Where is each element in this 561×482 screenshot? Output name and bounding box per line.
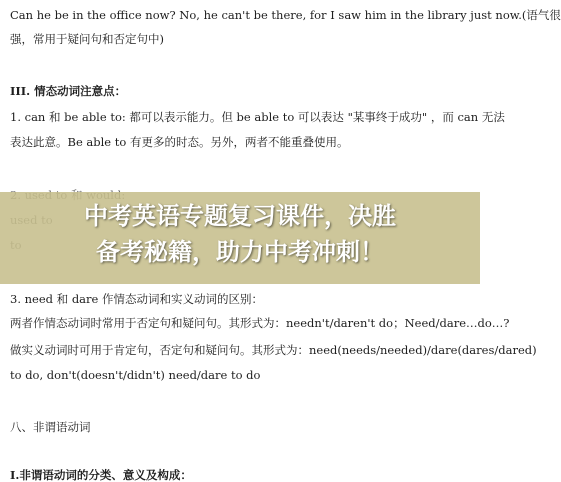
text-line: 1. can 和 be able to: 都可以表示能力。但 be able to 可以表达 "某事终于成功" ，而 can 无法 — [10, 110, 505, 124]
text-line: 强，常用于疑问句和否定句中) — [10, 32, 164, 46]
text-line: 做实义动词时可用于肯定句，否定句和疑问句。其形式为：need(needs/needed)/dare(dares/dared) — [10, 343, 537, 357]
section-heading: 八、非谓语动词 — [10, 420, 91, 434]
banner-line-1: 中考英语专题复习课件，决胜 — [84, 202, 396, 230]
subsection-heading: I.非谓语动词的分类、意义及构成： — [10, 468, 192, 482]
banner-line-2: 备考秘籍，助力中考冲刺！ — [96, 238, 384, 266]
text-line: to do, don't(doesn't/didn't) need/dare to do — [10, 368, 261, 382]
promo-banner — [0, 198, 480, 270]
text-line: 两者作情态动词时常用于否定句和疑问句。其形式为：needn't/daren't do；Need/dare…do…? — [10, 316, 510, 330]
text-line: Can he be in the office now? No, he can't be there, for I saw him in the library just now.(语气很 — [10, 8, 561, 22]
text-line: 表达此意。Be able to 有更多的时态。另外，两者不能重叠使用。 — [10, 135, 349, 149]
section-heading: III. 情态动词注意点： — [10, 84, 127, 98]
text-line: 3. need 和 dare 作情态动词和实义动词的区别： — [10, 292, 263, 306]
